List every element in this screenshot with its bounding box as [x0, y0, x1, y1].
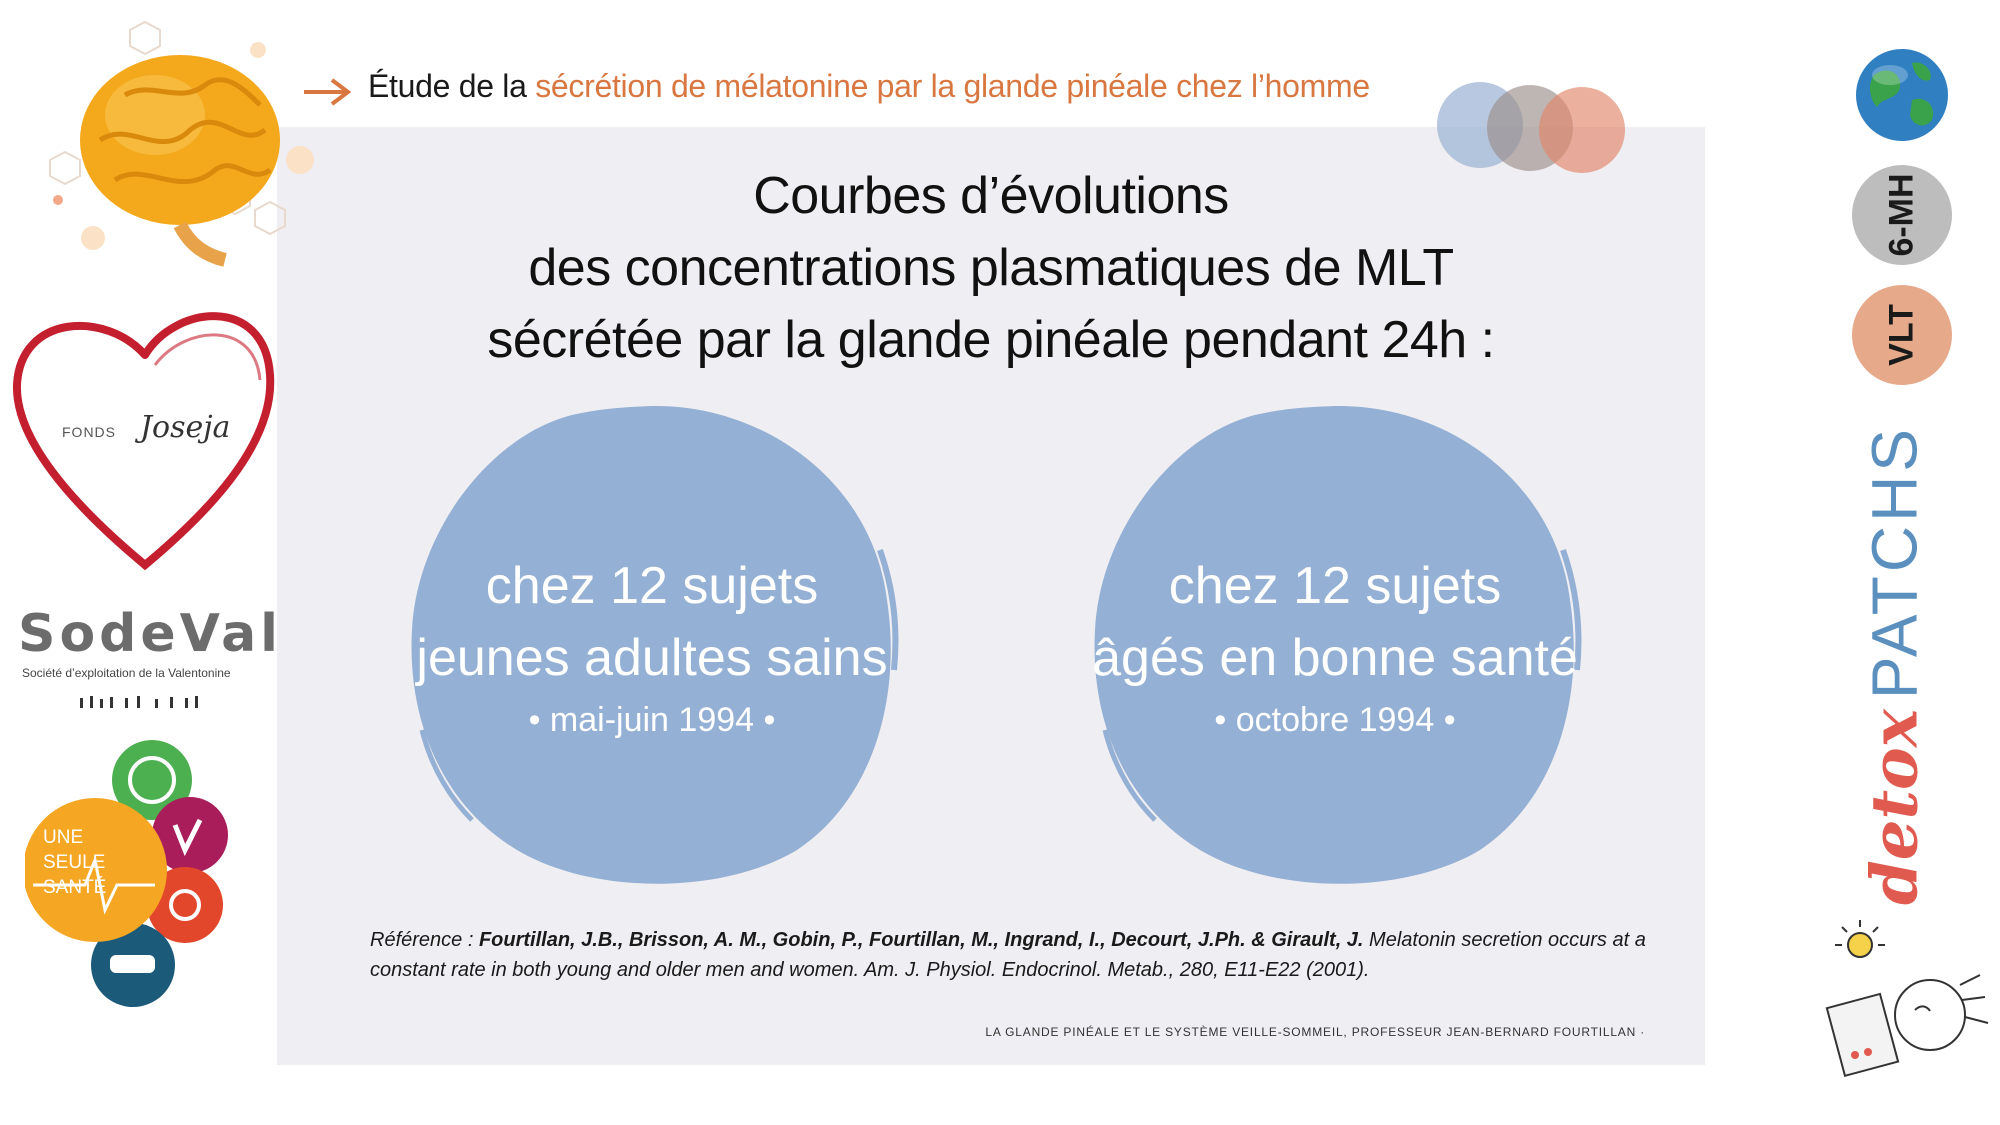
group-young-line-1: chez 12 sujets [485, 557, 819, 615]
group-elderly-line-2: âgés en bonne santé [1092, 629, 1578, 687]
reference-citation [370, 925, 1670, 985]
slide-footer: LA GLANDE PINÉALE ET LE SYSTÈME VEILLE-SOMMEIL, PROFESSEUR JEAN-BERNARD FOURTILLAN · [985, 1025, 1645, 1039]
one-health-line-1: UNE [43, 827, 84, 848]
badge-vlt-label: VLT [1882, 304, 1921, 366]
reference-label: Référence : [370, 929, 479, 951]
people-silhouettes-icon [75, 690, 205, 710]
reference-text: Melatonin secretion occurs at a constant rate in both young and older men and women. Am. J. Physiol. Endocrinol. Metab., 280, E11-E22 (2001). [370, 929, 1646, 981]
title-line-2: des concentrations plasmatiques de MLT [528, 239, 1454, 297]
globe-icon [1852, 45, 1952, 145]
group-elderly-line-1: chez 12 sujets [1168, 557, 1502, 615]
fonds-label: FONDS [62, 424, 116, 440]
sodeval-subtitle: Société d’exploitation de la Valentonine [22, 666, 231, 680]
fonds-script: Joseja [140, 410, 231, 445]
title-line-3: sécrétée par la glande pinéale pendant 24h : [487, 311, 1495, 369]
detox-script: detox [1857, 709, 1933, 905]
detox-word: PATCHS [1858, 425, 1931, 700]
reference-authors: Fourtillan, J.B., Brisson, A. M., Gobin, P., Fourtillan, M., Ingrand, I., Decourt, J.Ph. & Girault, J. [478, 929, 1364, 951]
one-health-line-2: SEULE [43, 852, 106, 873]
header-highlight: sécrétion de mélatonine par la glande pinéale chez l’homme [535, 68, 1370, 104]
group-young-period: • mai-juin 1994 • [528, 701, 776, 739]
slide-title [277, 160, 1705, 376]
detox-patch-sketch-icon [1820, 905, 1990, 1090]
header-prefix: Étude de la [368, 68, 536, 104]
badge-6mh-label: 6-MH [1882, 173, 1921, 257]
badge-6mh [1852, 165, 1952, 265]
group-circle-young [402, 400, 902, 890]
one-health-line-3: SANTÉ [43, 877, 107, 898]
sodeval-logo-text: SodeVal [18, 604, 282, 664]
brain-icon [30, 10, 320, 280]
badge-vlt [1852, 285, 1952, 385]
title-line-1: Courbes d’évolutions [753, 167, 1229, 225]
detox-patchs-logo [1830, 425, 1960, 905]
group-elderly-period: • octobre 1994 • [1214, 701, 1456, 739]
group-circle-elderly [1085, 400, 1585, 890]
group-young-line-2: jeunes adultes sains [416, 629, 888, 687]
one-health-text [43, 825, 106, 900]
page-header [368, 68, 1370, 105]
